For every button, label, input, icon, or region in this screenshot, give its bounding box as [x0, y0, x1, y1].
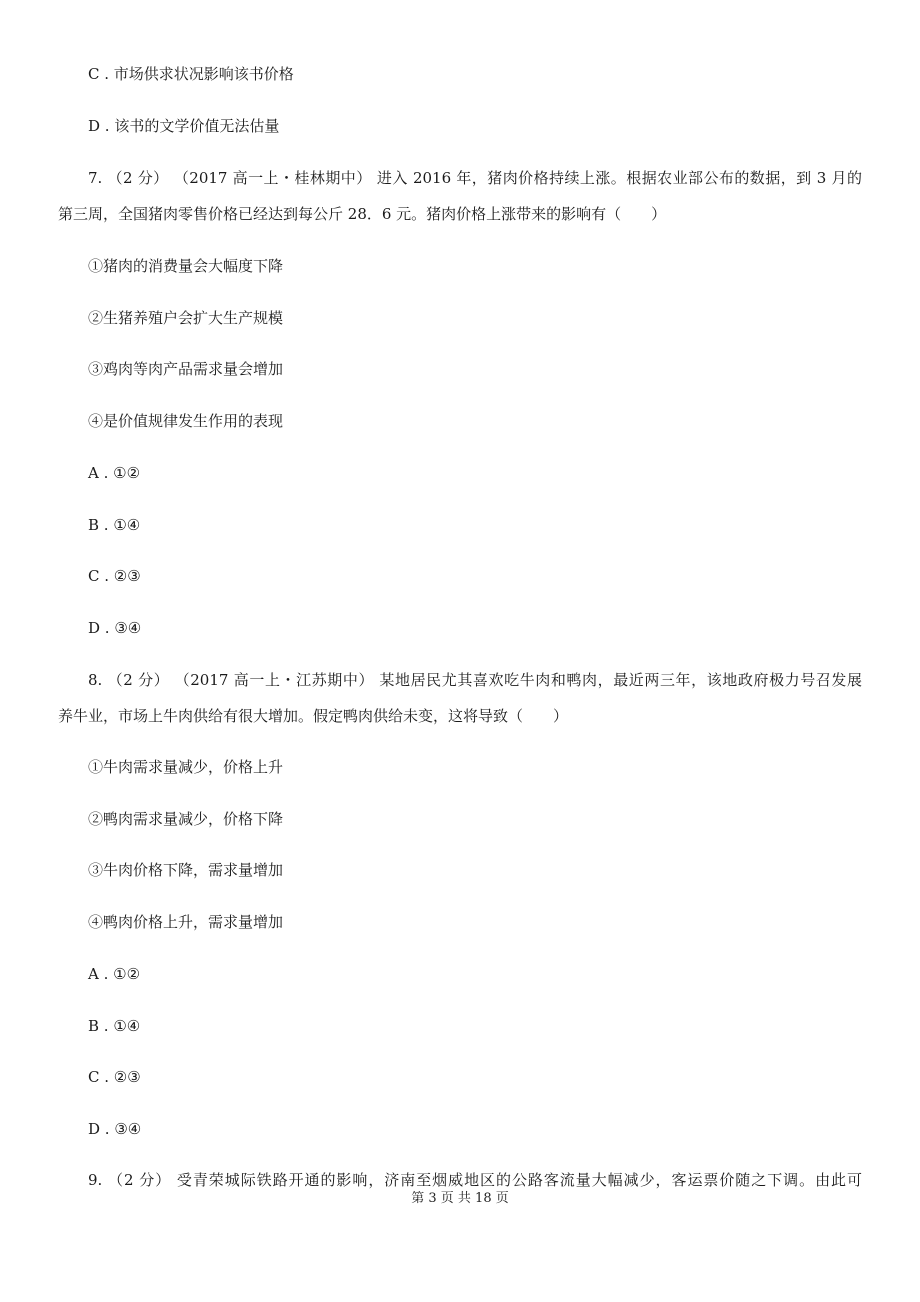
q8-item-3: ③牛肉价格下降，需求量增加 — [88, 861, 284, 879]
q7-item-3: ③鸡肉等肉产品需求量会增加 — [88, 360, 284, 378]
q8-option-b: B . ①④ — [88, 1017, 141, 1035]
q7-stem-line1: 7. （2 分） （2017 高一上・桂林期中） 进入 2016 年，猪肉价格持续上涨。根据农业部公布的数据，到 3 月的 — [88, 169, 862, 187]
q7-option-a: A . ①② — [88, 464, 141, 482]
q7-option-d: D . ③④ — [88, 619, 142, 637]
q8-stem-line1: 8. （2 分） （2017 高一上・江苏期中） 某地居民尤其喜欢吃牛肉和鸭肉，最近两三年，该地政府极力号召发展 — [88, 671, 862, 689]
q7-item-4: ④是价值规律发生作用的表现 — [88, 412, 284, 430]
q7-option-b: B . ①④ — [88, 516, 141, 534]
q8-option-c: C . ②③ — [88, 1068, 141, 1086]
q8-option-a: A . ①② — [88, 965, 141, 983]
q7-option-c: C . ②③ — [88, 567, 141, 585]
q7-stem-line2: 第三周，全国猪肉零售价格已经达到每公斤 28．6 元。猪肉价格上涨带来的影响有（ ） — [58, 205, 667, 223]
q8-item-2: ②鸭肉需求量减少，价格下降 — [88, 810, 284, 828]
q6-option-d: D . 该书的文学价值无法估量 — [88, 117, 280, 135]
q6-option-c: C . 市场供求状况影响该书价格 — [88, 65, 294, 83]
q8-item-4: ④鸭肉价格上升，需求量增加 — [88, 913, 284, 931]
q9-stem-line1: 9. （2 分） 受青荣城际铁路开通的影响，济南至烟威地区的公路客流量大幅减少，客运票价随之下调。由此可 — [88, 1171, 862, 1189]
q7-item-1: ①猪肉的消费量会大幅度下降 — [88, 257, 284, 275]
q7-item-2: ②生猪养殖户会扩大生产规模 — [88, 309, 284, 327]
page-footer: 第 3 页 共 18 页 — [411, 1191, 509, 1206]
q8-stem-line2: 养牛业，市场上牛肉供给有很大增加。假定鸭肉供给未变，这将导致（ ） — [58, 707, 569, 725]
q8-item-1: ①牛肉需求量减少，价格上升 — [88, 758, 284, 776]
q8-option-d: D . ③④ — [88, 1120, 142, 1138]
